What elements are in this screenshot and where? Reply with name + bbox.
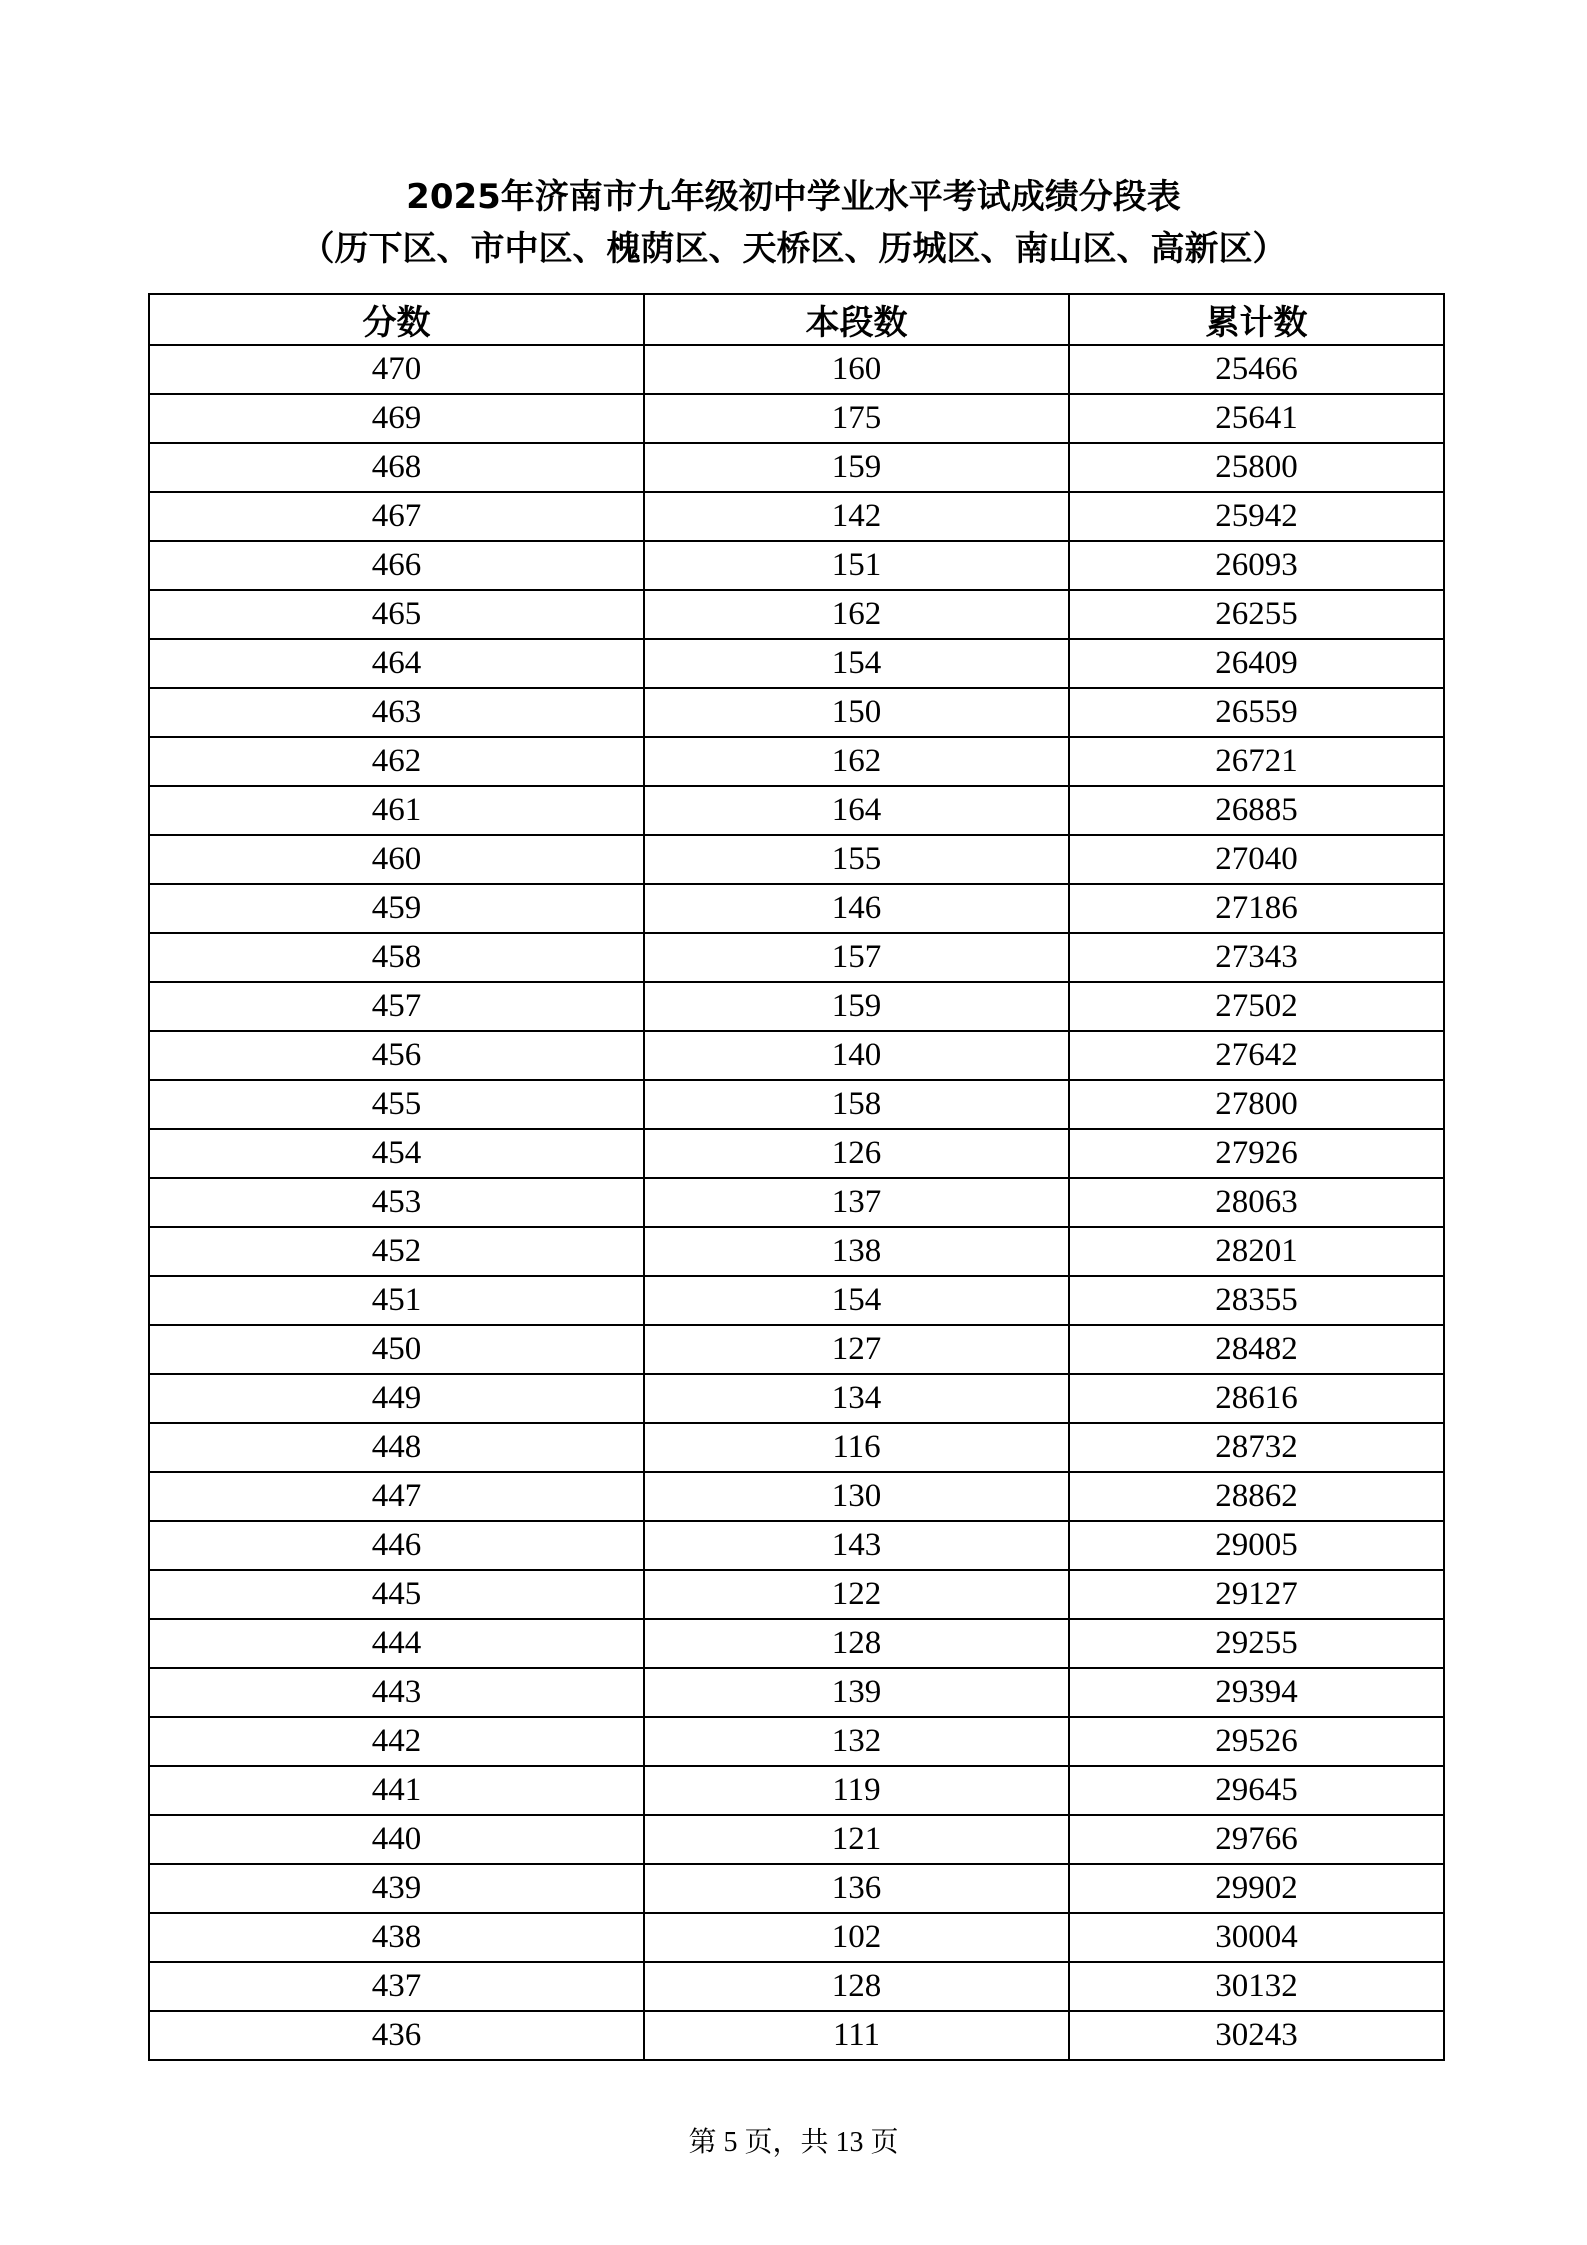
table-row bbox=[149, 1080, 1444, 1129]
table-row bbox=[149, 1962, 1444, 2011]
cumulative-count-cell: 29005 bbox=[1069, 1521, 1444, 1570]
score-cell: 469 bbox=[149, 394, 644, 443]
score-cell: 455 bbox=[149, 1080, 644, 1129]
cumulative-count-cell: 30004 bbox=[1069, 1913, 1444, 1962]
score-cell: 458 bbox=[149, 933, 644, 982]
segment-count-cell: 134 bbox=[644, 1374, 1069, 1423]
score-cell: 450 bbox=[149, 1325, 644, 1374]
score-cell: 470 bbox=[149, 345, 644, 394]
table-row bbox=[149, 345, 1444, 394]
score-cell: 436 bbox=[149, 2011, 644, 2060]
cumulative-count-cell: 26721 bbox=[1069, 737, 1444, 786]
segment-count-cell: 122 bbox=[644, 1570, 1069, 1619]
segment-count-cell: 151 bbox=[644, 541, 1069, 590]
segment-count-cell: 132 bbox=[644, 1717, 1069, 1766]
table-row bbox=[149, 1276, 1444, 1325]
cumulative-count-cell: 25466 bbox=[1069, 345, 1444, 394]
segment-count-cell: 119 bbox=[644, 1766, 1069, 1815]
segment-count-cell: 164 bbox=[644, 786, 1069, 835]
table-row bbox=[149, 737, 1444, 786]
table-row bbox=[149, 982, 1444, 1031]
segment-count-cell: 159 bbox=[644, 982, 1069, 1031]
table-row bbox=[149, 1129, 1444, 1178]
segment-count-cell: 126 bbox=[644, 1129, 1069, 1178]
table-row bbox=[149, 1031, 1444, 1080]
cumulative-count-cell: 27502 bbox=[1069, 982, 1444, 1031]
table-row bbox=[149, 639, 1444, 688]
score-cell: 461 bbox=[149, 786, 644, 835]
cumulative-count-cell: 28616 bbox=[1069, 1374, 1444, 1423]
column-header-segment-count: 本段数 bbox=[644, 294, 1069, 345]
segment-count-cell: 137 bbox=[644, 1178, 1069, 1227]
cumulative-count-cell: 29394 bbox=[1069, 1668, 1444, 1717]
segment-count-cell: 138 bbox=[644, 1227, 1069, 1276]
cumulative-count-cell: 27343 bbox=[1069, 933, 1444, 982]
cumulative-count-cell: 28201 bbox=[1069, 1227, 1444, 1276]
document-subtitle: （历下区、市中区、槐荫区、天桥区、历城区、南山区、高新区） bbox=[300, 229, 1287, 269]
segment-count-cell: 136 bbox=[644, 1864, 1069, 1913]
segment-count-cell: 130 bbox=[644, 1472, 1069, 1521]
table-row bbox=[149, 1913, 1444, 1962]
score-cell: 464 bbox=[149, 639, 644, 688]
table-row bbox=[149, 933, 1444, 982]
cumulative-count-cell: 29645 bbox=[1069, 1766, 1444, 1815]
cumulative-count-cell: 30132 bbox=[1069, 1962, 1444, 2011]
table-row bbox=[149, 1815, 1444, 1864]
score-cell: 459 bbox=[149, 884, 644, 933]
score-cell: 466 bbox=[149, 541, 644, 590]
segment-count-cell: 160 bbox=[644, 345, 1069, 394]
segment-count-cell: 175 bbox=[644, 394, 1069, 443]
score-cell: 462 bbox=[149, 737, 644, 786]
table-row bbox=[149, 1570, 1444, 1619]
table-row bbox=[149, 1374, 1444, 1423]
score-cell: 457 bbox=[149, 982, 644, 1031]
score-cell: 441 bbox=[149, 1766, 644, 1815]
table-header-row bbox=[149, 294, 1444, 345]
segment-count-cell: 150 bbox=[644, 688, 1069, 737]
segment-count-cell: 159 bbox=[644, 443, 1069, 492]
table-row bbox=[149, 541, 1444, 590]
table-row bbox=[149, 1472, 1444, 1521]
segment-count-cell: 128 bbox=[644, 1962, 1069, 2011]
segment-count-cell: 111 bbox=[644, 2011, 1069, 2060]
table-row bbox=[149, 1766, 1444, 1815]
cumulative-count-cell: 27926 bbox=[1069, 1129, 1444, 1178]
table-row bbox=[149, 443, 1444, 492]
table-row bbox=[149, 1325, 1444, 1374]
segment-count-cell: 162 bbox=[644, 590, 1069, 639]
table-body bbox=[149, 345, 1444, 2060]
page-number: 第 5 页，共 13 页 bbox=[688, 2127, 899, 2158]
cumulative-count-cell: 29766 bbox=[1069, 1815, 1444, 1864]
score-cell: 460 bbox=[149, 835, 644, 884]
segment-count-cell: 121 bbox=[644, 1815, 1069, 1864]
cumulative-count-cell: 28355 bbox=[1069, 1276, 1444, 1325]
table-row bbox=[149, 1864, 1444, 1913]
table-row bbox=[149, 1521, 1444, 1570]
cumulative-count-cell: 26093 bbox=[1069, 541, 1444, 590]
score-cell: 454 bbox=[149, 1129, 644, 1178]
cumulative-count-cell: 28482 bbox=[1069, 1325, 1444, 1374]
cumulative-count-cell: 26409 bbox=[1069, 639, 1444, 688]
segment-count-cell: 140 bbox=[644, 1031, 1069, 1080]
cumulative-count-cell: 25641 bbox=[1069, 394, 1444, 443]
cumulative-count-cell: 30243 bbox=[1069, 2011, 1444, 2060]
segment-count-cell: 154 bbox=[644, 639, 1069, 688]
table-row bbox=[149, 394, 1444, 443]
cumulative-count-cell: 25800 bbox=[1069, 443, 1444, 492]
segment-count-cell: 155 bbox=[644, 835, 1069, 884]
cumulative-count-cell: 29127 bbox=[1069, 1570, 1444, 1619]
cumulative-count-cell: 29902 bbox=[1069, 1864, 1444, 1913]
segment-count-cell: 139 bbox=[644, 1668, 1069, 1717]
segment-count-cell: 162 bbox=[644, 737, 1069, 786]
table-row bbox=[149, 688, 1444, 737]
cumulative-count-cell: 26885 bbox=[1069, 786, 1444, 835]
cumulative-count-cell: 29526 bbox=[1069, 1717, 1444, 1766]
table-header bbox=[149, 294, 1444, 345]
score-cell: 440 bbox=[149, 1815, 644, 1864]
score-cell: 443 bbox=[149, 1668, 644, 1717]
table-row bbox=[149, 2011, 1444, 2060]
score-cell: 442 bbox=[149, 1717, 644, 1766]
score-cell: 452 bbox=[149, 1227, 644, 1276]
cumulative-count-cell: 26255 bbox=[1069, 590, 1444, 639]
segment-count-cell: 146 bbox=[644, 884, 1069, 933]
score-cell: 465 bbox=[149, 590, 644, 639]
document-title: 2025年济南市九年级初中学业水平考试成绩分段表 bbox=[406, 177, 1181, 217]
score-cell: 444 bbox=[149, 1619, 644, 1668]
table-row bbox=[149, 590, 1444, 639]
segment-count-cell: 102 bbox=[644, 1913, 1069, 1962]
table-row bbox=[149, 1717, 1444, 1766]
cumulative-count-cell: 27186 bbox=[1069, 884, 1444, 933]
score-cell: 453 bbox=[149, 1178, 644, 1227]
cumulative-count-cell: 25942 bbox=[1069, 492, 1444, 541]
score-cell: 448 bbox=[149, 1423, 644, 1472]
cumulative-count-cell: 27040 bbox=[1069, 835, 1444, 884]
segment-count-cell: 128 bbox=[644, 1619, 1069, 1668]
table-row bbox=[149, 1227, 1444, 1276]
score-cell: 468 bbox=[149, 443, 644, 492]
score-cell: 437 bbox=[149, 1962, 644, 2011]
score-cell: 467 bbox=[149, 492, 644, 541]
score-cell: 451 bbox=[149, 1276, 644, 1325]
column-header-cumulative-count: 累计数 bbox=[1069, 294, 1444, 345]
cumulative-count-cell: 28063 bbox=[1069, 1178, 1444, 1227]
score-cell: 438 bbox=[149, 1913, 644, 1962]
segment-count-cell: 158 bbox=[644, 1080, 1069, 1129]
table-row bbox=[149, 1619, 1444, 1668]
cumulative-count-cell: 28732 bbox=[1069, 1423, 1444, 1472]
table-row bbox=[149, 835, 1444, 884]
score-cell: 463 bbox=[149, 688, 644, 737]
score-cell: 439 bbox=[149, 1864, 644, 1913]
segment-count-cell: 143 bbox=[644, 1521, 1069, 1570]
segment-count-cell: 157 bbox=[644, 933, 1069, 982]
table-row bbox=[149, 492, 1444, 541]
table-row bbox=[149, 786, 1444, 835]
segment-count-cell: 154 bbox=[644, 1276, 1069, 1325]
score-cell: 445 bbox=[149, 1570, 644, 1619]
segment-count-cell: 142 bbox=[644, 492, 1069, 541]
table-row bbox=[149, 1178, 1444, 1227]
cumulative-count-cell: 28862 bbox=[1069, 1472, 1444, 1521]
table-row bbox=[149, 884, 1444, 933]
cumulative-count-cell: 29255 bbox=[1069, 1619, 1444, 1668]
score-distribution-table bbox=[148, 293, 1445, 2061]
table-row bbox=[149, 1423, 1444, 1472]
column-header-score: 分数 bbox=[149, 294, 644, 345]
cumulative-count-cell: 27642 bbox=[1069, 1031, 1444, 1080]
score-cell: 449 bbox=[149, 1374, 644, 1423]
cumulative-count-cell: 27800 bbox=[1069, 1080, 1444, 1129]
cumulative-count-cell: 26559 bbox=[1069, 688, 1444, 737]
score-cell: 447 bbox=[149, 1472, 644, 1521]
segment-count-cell: 116 bbox=[644, 1423, 1069, 1472]
score-cell: 446 bbox=[149, 1521, 644, 1570]
score-cell: 456 bbox=[149, 1031, 644, 1080]
segment-count-cell: 127 bbox=[644, 1325, 1069, 1374]
table-row bbox=[149, 1668, 1444, 1717]
